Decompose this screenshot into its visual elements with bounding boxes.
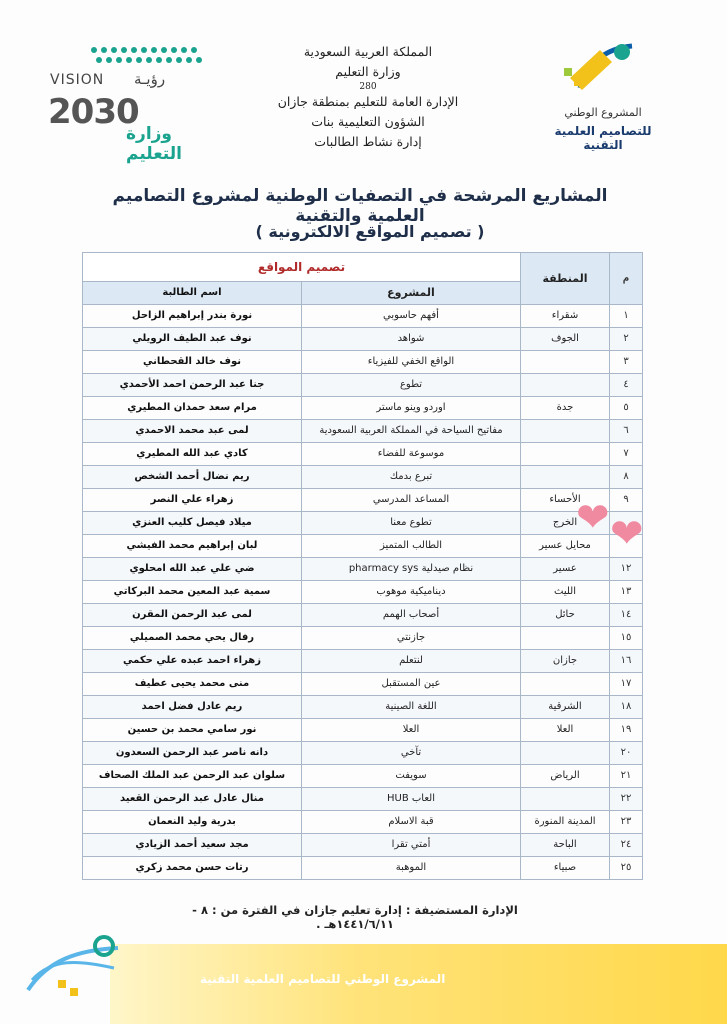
page-subtitle: ( تصميم المواقع الالكترونية ): [255, 222, 485, 241]
cell-project: اللغة الصينية: [302, 696, 521, 719]
dots-icon: [88, 44, 208, 70]
heading-line: المملكة العربية السعودية: [303, 44, 433, 59]
cell-student-name: جنا عبد الرحمن احمد الأحمدي: [83, 374, 302, 397]
cell-region: الليث: [521, 581, 610, 604]
cell-project: ديناميكية موهوب: [302, 581, 521, 604]
table-row: [83, 397, 643, 420]
cell-project: مفاتيح السياحة في المملكة العربية السعودية: [302, 420, 521, 443]
cell-number: ٩: [610, 489, 643, 512]
cell-region: صبياء: [521, 857, 610, 880]
national-project-logo: [548, 38, 658, 152]
cell-project: جازنتي: [302, 627, 521, 650]
cell-student-name: مجد سعيد أحمد الزيادي: [83, 834, 302, 857]
cell-number: ٢: [610, 328, 643, 351]
cell-project: تطوع معنا: [302, 512, 521, 535]
table-row: [83, 857, 643, 880]
cell-project: موسوعة للفضاء: [302, 443, 521, 466]
logo-line-2: للتصاميم العلمية التقنية: [554, 124, 652, 152]
cell-project: أفهم حاسوبي: [302, 305, 521, 328]
cell-student-name: سمية عبد المعين محمد البركاتي: [83, 581, 302, 604]
cell-number: ٢٤: [610, 834, 643, 857]
column-header-project: المشروع: [302, 282, 521, 305]
cell-number: ١٦: [610, 650, 643, 673]
heading-line: الشؤون التعليمية بنات: [311, 114, 425, 129]
vision-2030-logo: [42, 44, 212, 164]
page-title: المشاريع المرشحة في التصفيات الوطنية لمشروع التصاميم العلمية والتقنية: [112, 186, 608, 226]
cell-number: ١٣: [610, 581, 643, 604]
cell-region: حائل: [521, 604, 610, 627]
ministry-heading: [268, 42, 468, 162]
column-header-region: المنطقة: [521, 253, 610, 305]
vision-arabic: رؤيـة: [134, 70, 166, 88]
project-logo-icon: [560, 38, 640, 100]
cell-number: ٢٠: [610, 742, 643, 765]
table-row: [83, 466, 643, 489]
cell-student-name: لمى عبد الرحمن المقرن: [83, 604, 302, 627]
cell-number: ٢٢: [610, 788, 643, 811]
cell-student-name: كادي عبد الله المطيري: [83, 443, 302, 466]
cell-project: لنتعلم: [302, 650, 521, 673]
cell-region: [521, 466, 610, 489]
cell-project: تطوع: [302, 374, 521, 397]
cell-project: سويفت: [302, 765, 521, 788]
cell-number: ١٨: [610, 696, 643, 719]
table-row: [83, 489, 643, 512]
heart-icon: ❤: [576, 495, 610, 541]
cell-number: ٢٣: [610, 811, 643, 834]
cell-number: ١٢: [610, 558, 643, 581]
cell-region: جدة: [521, 397, 610, 420]
cell-region: محايل عسير: [521, 535, 610, 558]
cell-region: عسير: [521, 558, 610, 581]
cell-project: أمتي تقرا: [302, 834, 521, 857]
cell-project: العلا: [302, 719, 521, 742]
cell-region: شقراء: [521, 305, 610, 328]
projects-table: [82, 252, 643, 880]
column-header-student: اسم الطالبة: [83, 282, 302, 305]
cell-project: شواهد: [302, 328, 521, 351]
cell-student-name: ريم عادل فضل احمد: [83, 696, 302, 719]
cell-region: الجوف: [521, 328, 610, 351]
vision-label: VISION: [50, 72, 105, 88]
column-group-header: تصميم المواقع: [83, 253, 521, 282]
table-row: [83, 742, 643, 765]
cell-project: نظام صيدلية pharmacy sys: [302, 558, 521, 581]
table-row: [83, 627, 643, 650]
cell-number: ١٤: [610, 604, 643, 627]
table-row: [83, 328, 643, 351]
heart-icon: ❤: [610, 511, 644, 557]
table-row: [83, 719, 643, 742]
cell-project: الواقع الخفي للفيزياء: [302, 351, 521, 374]
cell-student-name: سلوان عبد الرحمن عبد الملك الصحاف: [83, 765, 302, 788]
table-row: [83, 765, 643, 788]
cell-number: ٦: [610, 420, 643, 443]
cell-number: ٢١: [610, 765, 643, 788]
banner-logo-icon: [18, 930, 138, 1010]
cell-student-name: نوف خالد القحطاني: [83, 351, 302, 374]
table-row: [83, 558, 643, 581]
table-body: [83, 305, 643, 880]
table-row: [83, 834, 643, 857]
cell-region: [521, 420, 610, 443]
cell-region: [521, 351, 610, 374]
table-row: [83, 811, 643, 834]
table-row: [83, 673, 643, 696]
cell-region: [521, 788, 610, 811]
cell-number: ١: [610, 305, 643, 328]
cell-region: الأحساء: [521, 489, 610, 512]
logo-line-1: المشروع الوطني: [564, 106, 642, 119]
table-row: [83, 581, 643, 604]
cell-student-name: منى محمد يحيى عطيف: [83, 673, 302, 696]
column-header-number: م: [610, 253, 643, 305]
cell-project: تآخي: [302, 742, 521, 765]
cell-student-name: نوف عبد الطيف الرويلي: [83, 328, 302, 351]
table-row: [83, 374, 643, 397]
cell-student-name: نور سامي محمد بن حسين: [83, 719, 302, 742]
cell-region: [521, 443, 610, 466]
cell-number: ٢٥: [610, 857, 643, 880]
cell-number: ٤: [610, 374, 643, 397]
cell-student-name: دانه ناصر عبد الرحمن السعدون: [83, 742, 302, 765]
cell-student-name: نورة بندر إبراهيم الزاحل: [83, 305, 302, 328]
cell-number: ٧: [610, 443, 643, 466]
table-row: [83, 512, 643, 535]
cell-number: ٣: [610, 351, 643, 374]
cell-student-name: بدرية وليد النعمان: [83, 811, 302, 834]
table-row: [83, 788, 643, 811]
cell-student-name: زهراء احمد عبده علي حكمي: [83, 650, 302, 673]
cell-number: ١٧: [610, 673, 643, 696]
cell-student-name: ضي علي عبد الله امحلوي: [83, 558, 302, 581]
cell-student-name: ريم نضال أحمد الشخص: [83, 466, 302, 489]
vision-year: 2030: [48, 92, 139, 132]
table-row: [83, 696, 643, 719]
cell-region: الشرقية: [521, 696, 610, 719]
cell-student-name: زهراء علي النصر: [83, 489, 302, 512]
table-row: [83, 305, 643, 328]
cell-student-name: لبان إبراهيم محمد الفيشي: [83, 535, 302, 558]
heading-line: 280: [359, 82, 377, 92]
cell-region: جازان: [521, 650, 610, 673]
table-row: [83, 535, 643, 558]
cell-region: الباحة: [521, 834, 610, 857]
cell-region: الخرج: [521, 512, 610, 535]
cell-number: ١٩: [610, 719, 643, 742]
cell-student-name: رفال يحي محمد الصميلي: [83, 627, 302, 650]
cell-project: المساعد المدرسي: [302, 489, 521, 512]
cell-number: ١٥: [610, 627, 643, 650]
cell-student-name: مرام سعد حمدان المطيري: [83, 397, 302, 420]
cell-region: الرياض: [521, 765, 610, 788]
cell-number: ٨: [610, 466, 643, 489]
cell-student-name: منال عادل عبد الرحمن القعيد: [83, 788, 302, 811]
cell-region: العلا: [521, 719, 610, 742]
banner-text: المشروع الوطني للتصاميم العلمية التقنية: [200, 972, 446, 986]
cell-project: أصحاب الهمم: [302, 604, 521, 627]
cell-project: عين المستقبل: [302, 673, 521, 696]
table-row: [83, 351, 643, 374]
cell-project: الموهبة: [302, 857, 521, 880]
cell-project: قبة الاسلام: [302, 811, 521, 834]
heading-line: إدارة نشاط الطالبات: [314, 134, 422, 149]
heading-line: الإدارة العامة للتعليم بمنطقة جازان: [277, 94, 459, 109]
cell-number: ٥: [610, 397, 643, 420]
cell-student-name: رتات حسن محمد زكري: [83, 857, 302, 880]
cell-student-name: ميلاد فيصل كليب العنزي: [83, 512, 302, 535]
cell-region: [521, 742, 610, 765]
host-note: الإدارة المستضيفة : إدارة تعليم جازان في الفترة من : ٨ - ١٤٤١/٦/١١هـ .: [192, 903, 518, 931]
cell-project: العاب HUB: [302, 788, 521, 811]
cell-region: [521, 673, 610, 696]
heading-line: وزارة التعليم: [335, 64, 401, 79]
cell-region: [521, 374, 610, 397]
cell-student-name: لمى عبد محمد الاحمدي: [83, 420, 302, 443]
table-row: [83, 604, 643, 627]
table-row: [83, 420, 643, 443]
table-row: [83, 650, 643, 673]
cell-project: الطالب المتميز: [302, 535, 521, 558]
cell-project: تبرع بدمك: [302, 466, 521, 489]
bottom-banner: [110, 944, 727, 1024]
cell-region: المدينة المنورة: [521, 811, 610, 834]
cell-project: اوردو وينو ماستر: [302, 397, 521, 420]
vision-ministry: وزارة التعليم: [126, 124, 182, 164]
table-row: [83, 443, 643, 466]
cell-region: [521, 627, 610, 650]
